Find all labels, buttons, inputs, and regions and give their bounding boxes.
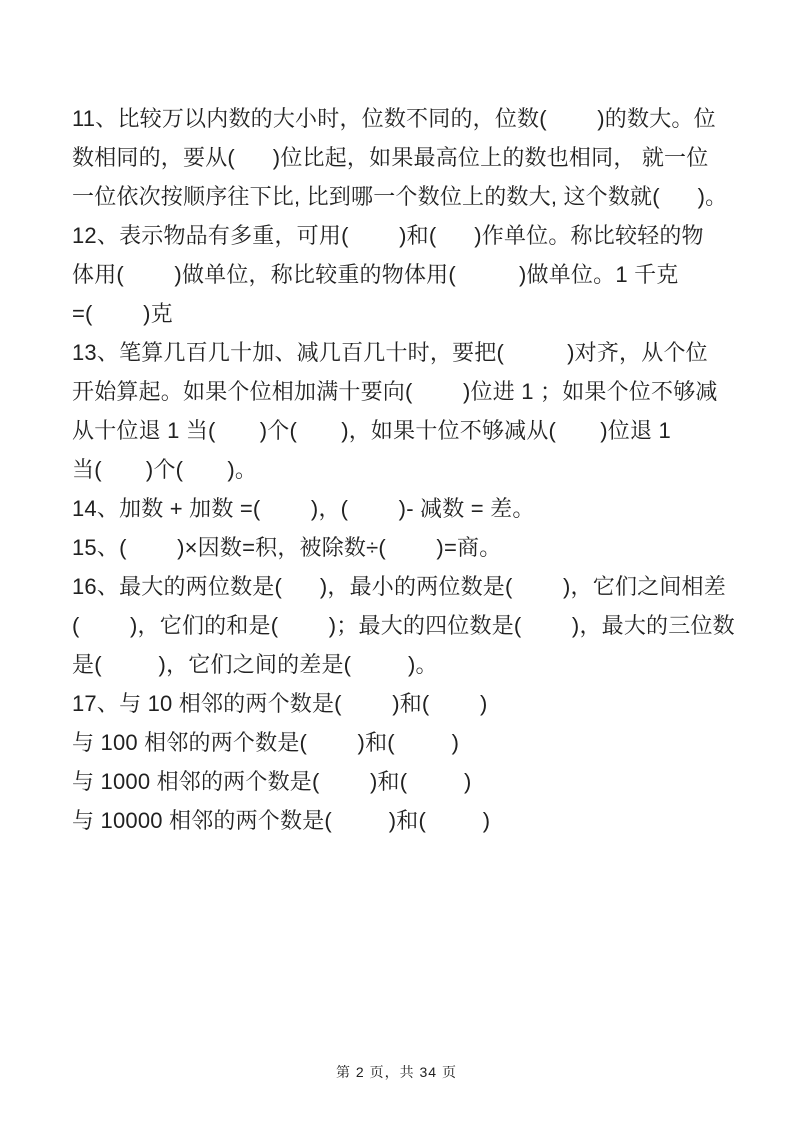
text-line: 12、表示物品有多重，可用( )和( )作单位。称比较轻的物 bbox=[72, 223, 704, 248]
text-line: 与 1000 相邻的两个数是( )和( ) bbox=[72, 769, 472, 794]
text-line: 与 10000 相邻的两个数是( )和( ) bbox=[72, 808, 491, 833]
text-line: =( )克 bbox=[72, 301, 173, 326]
text-line: 16、最大的两位数是( )，最小的两位数是( )，它们之间相差 bbox=[72, 574, 726, 599]
page-number-label: 第 2 页，共 34 页 bbox=[336, 1064, 457, 1080]
question-15 bbox=[72, 528, 724, 567]
question-12 bbox=[72, 216, 724, 333]
text-line: 13、笔算几百几十加、减几百几十时，要把( )对齐，从个位 bbox=[72, 340, 708, 365]
text-line: 是( )，它们之间的差是( )。 bbox=[72, 652, 438, 677]
text-line: 从十位退 1 当( )个( )，如果十位不够减从( )位退 1 bbox=[72, 418, 671, 443]
worksheet-body bbox=[72, 99, 735, 840]
question-17 bbox=[72, 684, 724, 840]
text-line: 与 100 相邻的两个数是( )和( ) bbox=[72, 730, 460, 755]
text-line: 17、与 10 相邻的两个数是( )和( ) bbox=[72, 691, 488, 716]
question-13 bbox=[72, 333, 724, 489]
text-line: 15、( )×因数=积，被除数÷( )=商。 bbox=[72, 535, 502, 560]
text-line: 体用( )做单位，称比较重的物体用( )做单位。1 千克 bbox=[72, 262, 679, 287]
question-11 bbox=[72, 99, 728, 216]
text-line: 开始算起。如果个位相加满十要向( )位进 1 ；如果个位不够减 bbox=[72, 379, 718, 404]
text-line: 当( )个( )。 bbox=[72, 457, 258, 482]
text-line: 数相同的，要从( )位比起，如果最高位上的数也相同， 就一位 bbox=[72, 145, 709, 170]
text-line: 14、加数 + 加数 =( )，( )- 减数 = 差。 bbox=[72, 496, 535, 521]
question-14 bbox=[72, 489, 724, 528]
page-footer bbox=[0, 1062, 793, 1082]
text-line: 11、比较万以内数的大小时，位数不同的，位数( )的数大。位 bbox=[72, 106, 716, 131]
text-line: ( )，它们的和是( )；最大的四位数是( )，最大的三位数 bbox=[72, 613, 735, 638]
text-line: 一位依次按顺序往下比, 比到哪一个数位上的数大, 这个数就( )。 bbox=[72, 184, 728, 209]
question-16 bbox=[72, 567, 735, 684]
